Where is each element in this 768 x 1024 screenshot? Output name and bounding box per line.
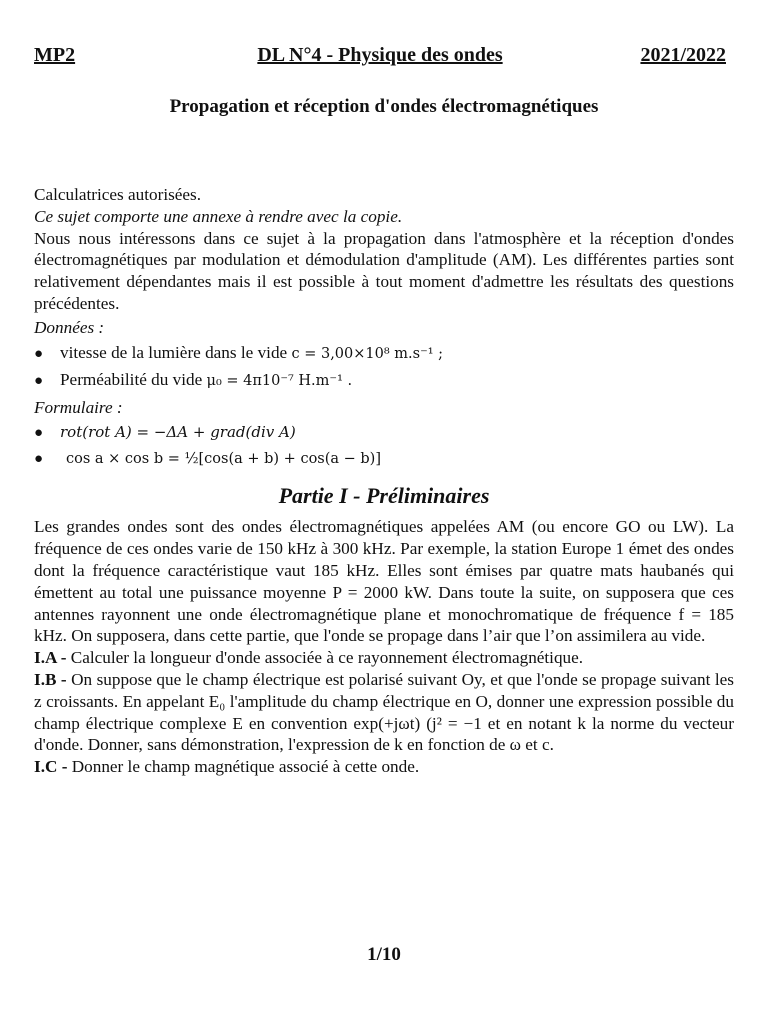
data-item-light-speed-text: vitesse de la lumière dans le vide <box>60 342 288 362</box>
intro-paragraph: Nous nous intéressons dans ce sujet à la propagation dans l'atmosphère et la réception d'ondes électromagnétiques par modulation et démodulation d'amplitude (AM). Les différentes parties sont relativement dépendantes mais il est possible à tout moment d'admettre les résultats des questions précédentes. <box>34 228 734 313</box>
question-ib-text: On suppose que le champ électrique est polarisé suivant Oy, et que l'onde se propage suivant les z croissants. En appelant E₀ l'amplitude du champ électrique en O, donner une expression possible du champ électrique complexe E en convention exp(+jωt) (j² = −1 et en notant k la norme du vecteur d'onde. Donner, sans démonstration, l'expression de k en fonction de ω et c. <box>34 669 734 755</box>
question-ic <box>34 756 734 778</box>
page-header <box>34 44 726 70</box>
question-ia-text: Calculer la longueur d'onde associée à ce rayonnement électromagnétique. <box>70 648 584 668</box>
data-item-permeability <box>34 369 734 393</box>
part-1-title: Partie I - Préliminaires <box>278 482 490 508</box>
formula-cos-product <box>34 449 734 471</box>
data-label: Données : <box>34 317 105 337</box>
formula-cos-product-text: cos a × cos b = ½[cos(a + b) + cos(a − b)] <box>66 450 381 467</box>
data-item-permeability-text: Perméabilité du vide <box>60 370 203 390</box>
school-year: 2021/2022 <box>640 44 726 66</box>
page-number: 1/10 <box>367 944 401 965</box>
bullet-icon: ● <box>34 345 44 362</box>
question-ia <box>34 647 734 669</box>
bullet-icon: ● <box>34 424 44 441</box>
assignment-title: DL N°4 - Physique des ondes <box>257 44 503 66</box>
question-ia-id: I.A - <box>34 648 67 668</box>
document-subtitle: Propagation et réception d'ondes électromagnétiques <box>169 96 599 117</box>
bullet-icon: ● <box>34 373 44 390</box>
class-label: MP2 <box>34 44 76 66</box>
question-ib-id: I.B - <box>34 669 67 689</box>
formula-rot-rot-text: rot(rot A) = −ΔA + grad(div A) <box>60 422 296 441</box>
bullet-icon: ● <box>34 450 44 467</box>
question-ic-id: I.C - <box>34 757 68 777</box>
data-item-light-speed <box>34 342 734 366</box>
formula-rot-rot <box>34 422 734 445</box>
document-body <box>34 184 734 778</box>
question-ic-text: Donner le champ magnétique associé à cette onde. <box>71 757 420 777</box>
part-1-paragraph: Les grandes ondes sont des ondes électromagnétiques appelées AM (ou encore GO ou LW). La fréquence de ces ondes varie de 150 kHz à 300 kHz. Par exemple, la station Europe 1 émet des ondes dont la fréquence caractéristique vaut 185 kHz. Elles sont émises par quatre mats haubanés qui émettent au total une puissance moyenne P = 2000 kW. Dans toute la suite, on supposera que ces antennes rayonnent une onde électromagnétique plane et monochromatique de fréquence f = 185 kHz. On supposera, dans cette partie, que l'onde se propage dans l’air que l’on assimilera au vide. <box>34 517 734 646</box>
annex-note: Ce sujet comporte une annexe à rendre avec la copie. <box>34 206 403 226</box>
data-item-light-speed-value: c = 3,00×10⁸ m.s⁻¹ ; <box>291 345 444 362</box>
calculator-note: Calculatrices autorisées. <box>34 185 202 204</box>
question-ib <box>34 669 734 756</box>
data-item-permeability-value: μ₀ = 4π10⁻⁷ H.m⁻¹ . <box>206 373 353 390</box>
formula-label: Formulaire : <box>34 398 123 418</box>
